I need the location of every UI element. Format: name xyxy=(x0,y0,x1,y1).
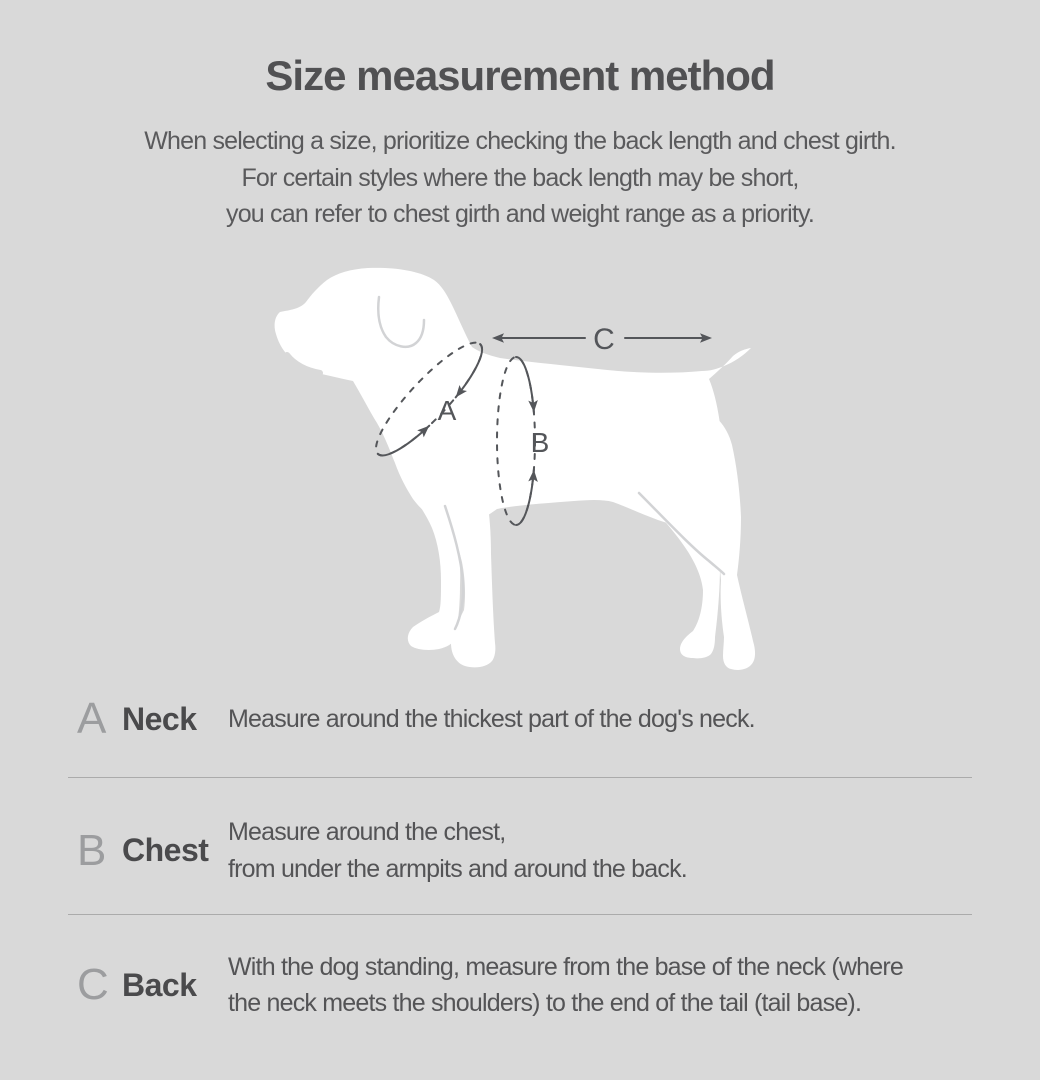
dog-body-shape xyxy=(275,268,751,526)
divider xyxy=(68,914,972,915)
neck-marker-label: A xyxy=(437,395,457,426)
legend-desc-back xyxy=(228,949,903,1022)
dog-measurement-diagram xyxy=(250,255,790,675)
legend-desc-line: Measure around the chest, xyxy=(228,818,506,846)
legend-desc-line: Measure around the thickest part of the dog's neck. xyxy=(228,704,755,733)
page-title: Size measurement method xyxy=(265,52,775,99)
divider xyxy=(68,777,972,778)
chest-marker-label: B xyxy=(530,427,550,458)
legend-desc-line: from under the armpits and around the back. xyxy=(228,854,687,883)
intro-line: you can refer to chest girth and weight range as a priority. xyxy=(226,200,814,228)
intro-line: When selecting a size, prioritize checking the back length and chest girth. xyxy=(144,127,896,155)
legend-desc-line: With the dog standing, measure from the base of the neck (where xyxy=(228,952,903,981)
dog-silhouette xyxy=(275,268,755,670)
legend-letter-a: A xyxy=(77,694,107,743)
legend-desc-neck xyxy=(228,701,755,738)
intro-text xyxy=(0,123,1040,233)
back-marker-label: C xyxy=(593,323,615,356)
intro-line: For certain styles where the back length may be short, xyxy=(241,163,799,192)
legend-letter-b: B xyxy=(77,825,107,875)
legend-row-neck xyxy=(0,687,1040,751)
legend-word-chest: Chest xyxy=(122,832,209,868)
legend-word-back: Back xyxy=(122,966,197,1003)
legend-row-back xyxy=(0,950,1040,1020)
legend-desc-line: the neck meets the shoulders) to the end of the tail (tail base). xyxy=(228,989,862,1017)
legend-row-chest xyxy=(0,812,1040,889)
legend-desc-chest xyxy=(228,814,687,887)
legend-word-neck: Neck xyxy=(122,700,197,737)
dog-silhouette-illustration xyxy=(250,255,790,675)
legend-letter-c: C xyxy=(77,960,109,1009)
